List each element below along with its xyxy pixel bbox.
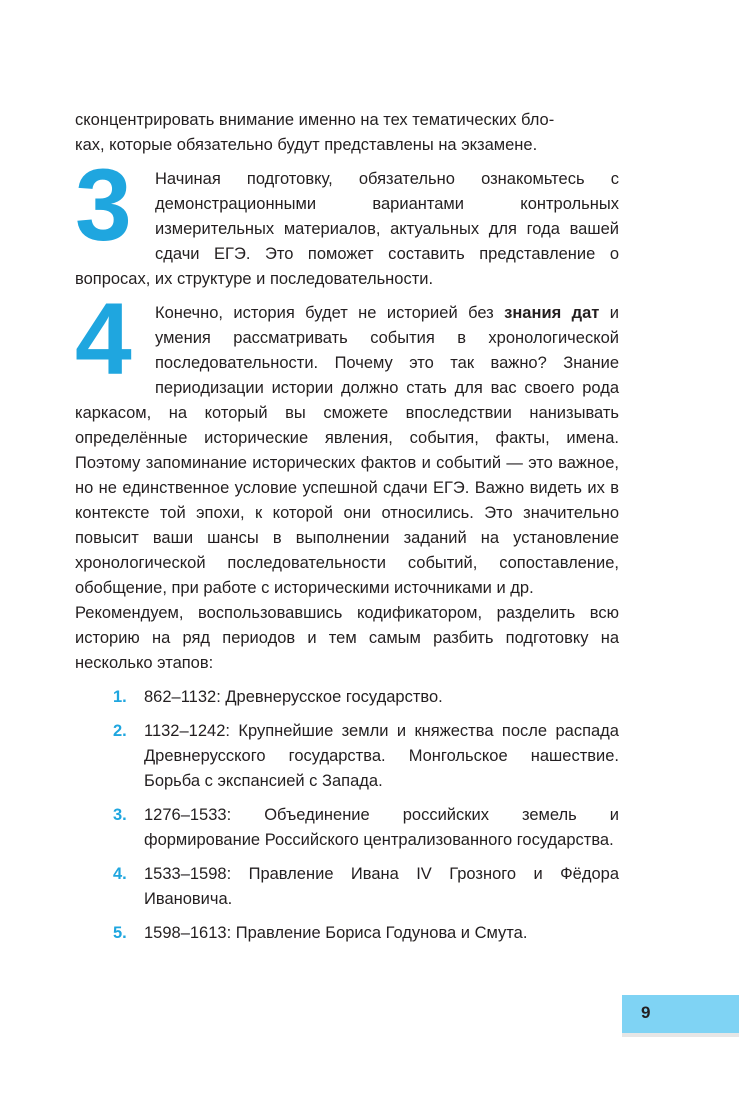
list-item-text: 1276–1533: Объединение российских земель и формирование Российского централизованного государства. [144,806,619,849]
list-item [113,921,619,946]
tip-4-block [75,282,620,601]
list-item-number: 1. [113,688,127,706]
page-number: 9 [641,1003,651,1022]
tip-4-text [75,282,620,601]
list-item-text: 1132–1242: Крупнейшие земли и княжества после распада Древнерусского государства. Монгольское нашествие. Борьба с экспансией с Запада. [144,722,619,790]
intro-paragraph [75,108,619,158]
list-item-text: 862–1132: Древнерусское государство. [144,688,443,706]
intro-line-1: сконцентрировать внимание именно на тех тематических бло- [75,111,555,129]
page-body [75,108,619,955]
list-item [113,719,619,794]
tip-4-number: 4 [75,282,130,396]
list-item [113,862,619,912]
list-item-number: 3. [113,806,127,824]
tip-3-number: 3 [75,148,130,262]
list-item-number: 5. [113,924,127,942]
tip-4-text-before: Конечно, история будет не историей без [155,304,505,322]
list-item-number: 2. [113,722,127,740]
tip-3-block [75,148,619,292]
list-item-text: 1598–1613: Правление Бориса Годунова и Смута. [144,924,528,942]
list-item-number: 4. [113,865,127,883]
list-item-text: 1533–1598: Правление Ивана IV Грозного и Фёдора Ивановича. [144,865,619,908]
tip-3-text: Начиная подготовку, обязательно ознакомьтесь с демонстрационными вариантами контрольных измерительных материалов, актуальных для года вашей сдачи ЕГЭ. Это поможет составить представление о вопросах, их структуре и последовательности. [75,170,619,288]
tip-4-bold-phrase: знания дат [504,304,600,322]
periods-list [75,685,619,946]
list-item [113,685,619,710]
tip-4-text-after: и умения рассматривать события в хронологической последовательности. Почему это так важно? Знание периодизации истории должно стать для вас своего рода каркасом, на который вы сможете впоследствии нанизывать определённые исторические явления, события, факты, имена. Поэтому запоминание исторических фактов и событий — это важное, но не единственное условие успешной сдачи ЕГЭ. Важно видеть их в контексте той эпохи, к которой они относились. Это значительно повысит ваши шансы в выполнении заданий на установление хронологической последовательности событий, сопоставление, обобщение, при работе с историческими источниками и др. [75,304,620,597]
list-item [113,803,619,853]
recommend-paragraph: Рекомендуем, воспользовавшись кодификатором, разделить всю историю на ряд периодов и тем самым разбить подготовку на несколько этапов: [75,604,619,672]
intro-line-2: ках, которые обязательно будут представлены на экзамене. [75,136,538,154]
page-number-tab [622,995,739,1033]
